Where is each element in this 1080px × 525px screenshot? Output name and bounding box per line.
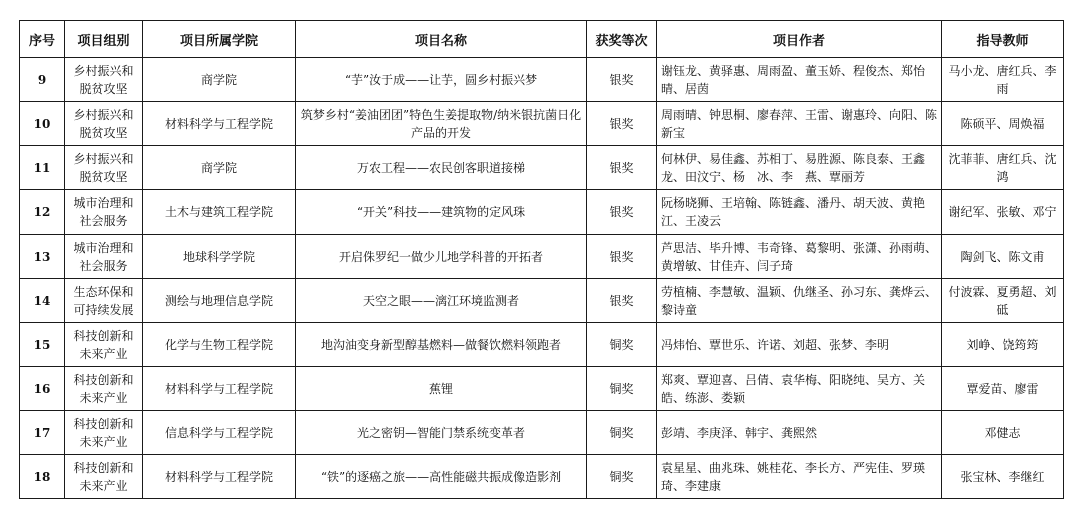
cell-authors: 劳植楠、李慧敏、温颖、仇继圣、孙习东、龚烨云、黎诗童 xyxy=(657,279,942,323)
cell-advisors: 沈菲菲、唐红兵、沈鸿 xyxy=(942,146,1064,190)
cell-college: 化学与生物工程学院 xyxy=(143,323,296,367)
cell-group: 科技创新和未来产业 xyxy=(65,411,143,455)
cell-authors: 周雨晴、钟思桐、廖春萍、王雷、谢惠玲、向阳、陈新宝 xyxy=(657,102,942,146)
cell-award: 铜奖 xyxy=(587,455,657,499)
cell-advisors: 刘峥、饶筠筠 xyxy=(942,323,1064,367)
header-row xyxy=(20,21,1064,58)
cell-college: 材料科学与工程学院 xyxy=(143,455,296,499)
cell-no: 9 xyxy=(20,58,65,102)
cell-advisors: 陶剑飞、陈文甫 xyxy=(942,235,1064,279)
cell-project-name: “铁”的逐癌之旅——高性能磁共振成像造影剂 xyxy=(296,455,587,499)
cell-no: 14 xyxy=(20,279,65,323)
cell-college: 地球科学学院 xyxy=(143,235,296,279)
table-row xyxy=(20,279,1064,323)
cell-group: 城市治理和社会服务 xyxy=(65,235,143,279)
cell-award: 铜奖 xyxy=(587,323,657,367)
cell-no: 10 xyxy=(20,102,65,146)
table-row xyxy=(20,323,1064,367)
cell-authors: 袁星星、曲兆珠、姚桂花、李长方、严宪佳、罗瑛琦、李建康 xyxy=(657,455,942,499)
cell-authors: 阮杨晓狮、王培翰、陈链鑫、潘丹、胡天波、黄艳江、王凌云 xyxy=(657,190,942,235)
cell-group: 乡村振兴和脱贫攻坚 xyxy=(65,146,143,190)
cell-advisors: 谢纪军、张敏、邓宁 xyxy=(942,190,1064,235)
table-row xyxy=(20,235,1064,279)
cell-college: 商学院 xyxy=(143,146,296,190)
cell-award: 银奖 xyxy=(587,190,657,235)
cell-no: 15 xyxy=(20,323,65,367)
cell-project-name: 开启侏罗纪一做少儿地学科普的开拓者 xyxy=(296,235,587,279)
table-row xyxy=(20,190,1064,235)
header-college: 项目所属学院 xyxy=(143,21,296,58)
cell-project-name: 光之密钥—智能门禁系统变革者 xyxy=(296,411,587,455)
cell-group: 科技创新和未来产业 xyxy=(65,455,143,499)
cell-project-name: 地沟油变身新型醇基燃料—做餐饮燃料领跑者 xyxy=(296,323,587,367)
table-row xyxy=(20,367,1064,411)
cell-no: 11 xyxy=(20,146,65,190)
table-header xyxy=(20,21,1064,58)
cell-advisors: 陈硕平、周焕福 xyxy=(942,102,1064,146)
cell-award: 银奖 xyxy=(587,58,657,102)
cell-project-name: 蕉锂 xyxy=(296,367,587,411)
cell-college: 测绘与地理信息学院 xyxy=(143,279,296,323)
cell-award: 银奖 xyxy=(587,235,657,279)
cell-advisors: 马小龙、唐红兵、李雨 xyxy=(942,58,1064,102)
cell-no: 18 xyxy=(20,455,65,499)
table-row xyxy=(20,146,1064,190)
cell-project-name: 天空之眼——漓江环境监测者 xyxy=(296,279,587,323)
cell-advisors: 邓健志 xyxy=(942,411,1064,455)
cell-project-name: 筑梦乡村“姜油团团”特色生姜提取物/纳米银抗菌日化产品的开发 xyxy=(296,102,587,146)
cell-award: 银奖 xyxy=(587,146,657,190)
cell-group: 生态环保和可持续发展 xyxy=(65,279,143,323)
cell-college: 土木与建筑工程学院 xyxy=(143,190,296,235)
cell-advisors: 张宝林、李继红 xyxy=(942,455,1064,499)
table-row xyxy=(20,455,1064,499)
cell-group: 乡村振兴和脱贫攻坚 xyxy=(65,58,143,102)
cell-college: 商学院 xyxy=(143,58,296,102)
cell-college: 信息科学与工程学院 xyxy=(143,411,296,455)
header-project-name: 项目名称 xyxy=(296,21,587,58)
cell-authors: 何林伊、易佳鑫、苏相丁、易胜源、陈良泰、王鑫龙、田汶宁、杨 冰、李 燕、覃丽芳 xyxy=(657,146,942,190)
cell-college: 材料科学与工程学院 xyxy=(143,102,296,146)
awards-table-container xyxy=(19,20,1063,499)
cell-authors: 谢钰龙、黄驿惠、周雨盈、董玉娇、程俊杰、郑怡晴、居茵 xyxy=(657,58,942,102)
table-row xyxy=(20,102,1064,146)
header-award: 获奖等次 xyxy=(587,21,657,58)
table-body xyxy=(20,58,1064,499)
cell-authors: 冯炜怡、覃世乐、许诺、刘超、张梦、李明 xyxy=(657,323,942,367)
table-row xyxy=(20,411,1064,455)
cell-advisors: 覃爱苗、廖雷 xyxy=(942,367,1064,411)
cell-award: 铜奖 xyxy=(587,411,657,455)
cell-authors: 郑爽、覃迎喜、吕倩、袁华梅、阳晓纯、吴方、关皓、练澎、娄颖 xyxy=(657,367,942,411)
cell-no: 16 xyxy=(20,367,65,411)
header-group: 项目组别 xyxy=(65,21,143,58)
cell-no: 12 xyxy=(20,190,65,235)
cell-project-name: “芋”汝于成——让芋，圆乡村振兴梦 xyxy=(296,58,587,102)
header-authors: 项目作者 xyxy=(657,21,942,58)
cell-project-name: “开关”科技——建筑物的定风珠 xyxy=(296,190,587,235)
header-advisors: 指导教师 xyxy=(942,21,1064,58)
cell-group: 城市治理和社会服务 xyxy=(65,190,143,235)
awards-table xyxy=(19,20,1064,499)
cell-authors: 彭靖、李庚泽、韩宇、龚熙然 xyxy=(657,411,942,455)
cell-no: 17 xyxy=(20,411,65,455)
cell-college: 材料科学与工程学院 xyxy=(143,367,296,411)
cell-group: 乡村振兴和脱贫攻坚 xyxy=(65,102,143,146)
cell-award: 银奖 xyxy=(587,279,657,323)
cell-authors: 芦思洁、毕升博、韦奇锋、葛黎明、张潇、孙雨萌、黄增敏、甘佳卉、闫子琦 xyxy=(657,235,942,279)
cell-award: 银奖 xyxy=(587,102,657,146)
cell-project-name: 万农工程——农民创客职道接梯 xyxy=(296,146,587,190)
header-no: 序号 xyxy=(20,21,65,58)
cell-award: 铜奖 xyxy=(587,367,657,411)
table-row xyxy=(20,58,1064,102)
cell-advisors: 付波霖、夏勇超、刘砥 xyxy=(942,279,1064,323)
cell-group: 科技创新和未来产业 xyxy=(65,367,143,411)
cell-group: 科技创新和未来产业 xyxy=(65,323,143,367)
cell-no: 13 xyxy=(20,235,65,279)
